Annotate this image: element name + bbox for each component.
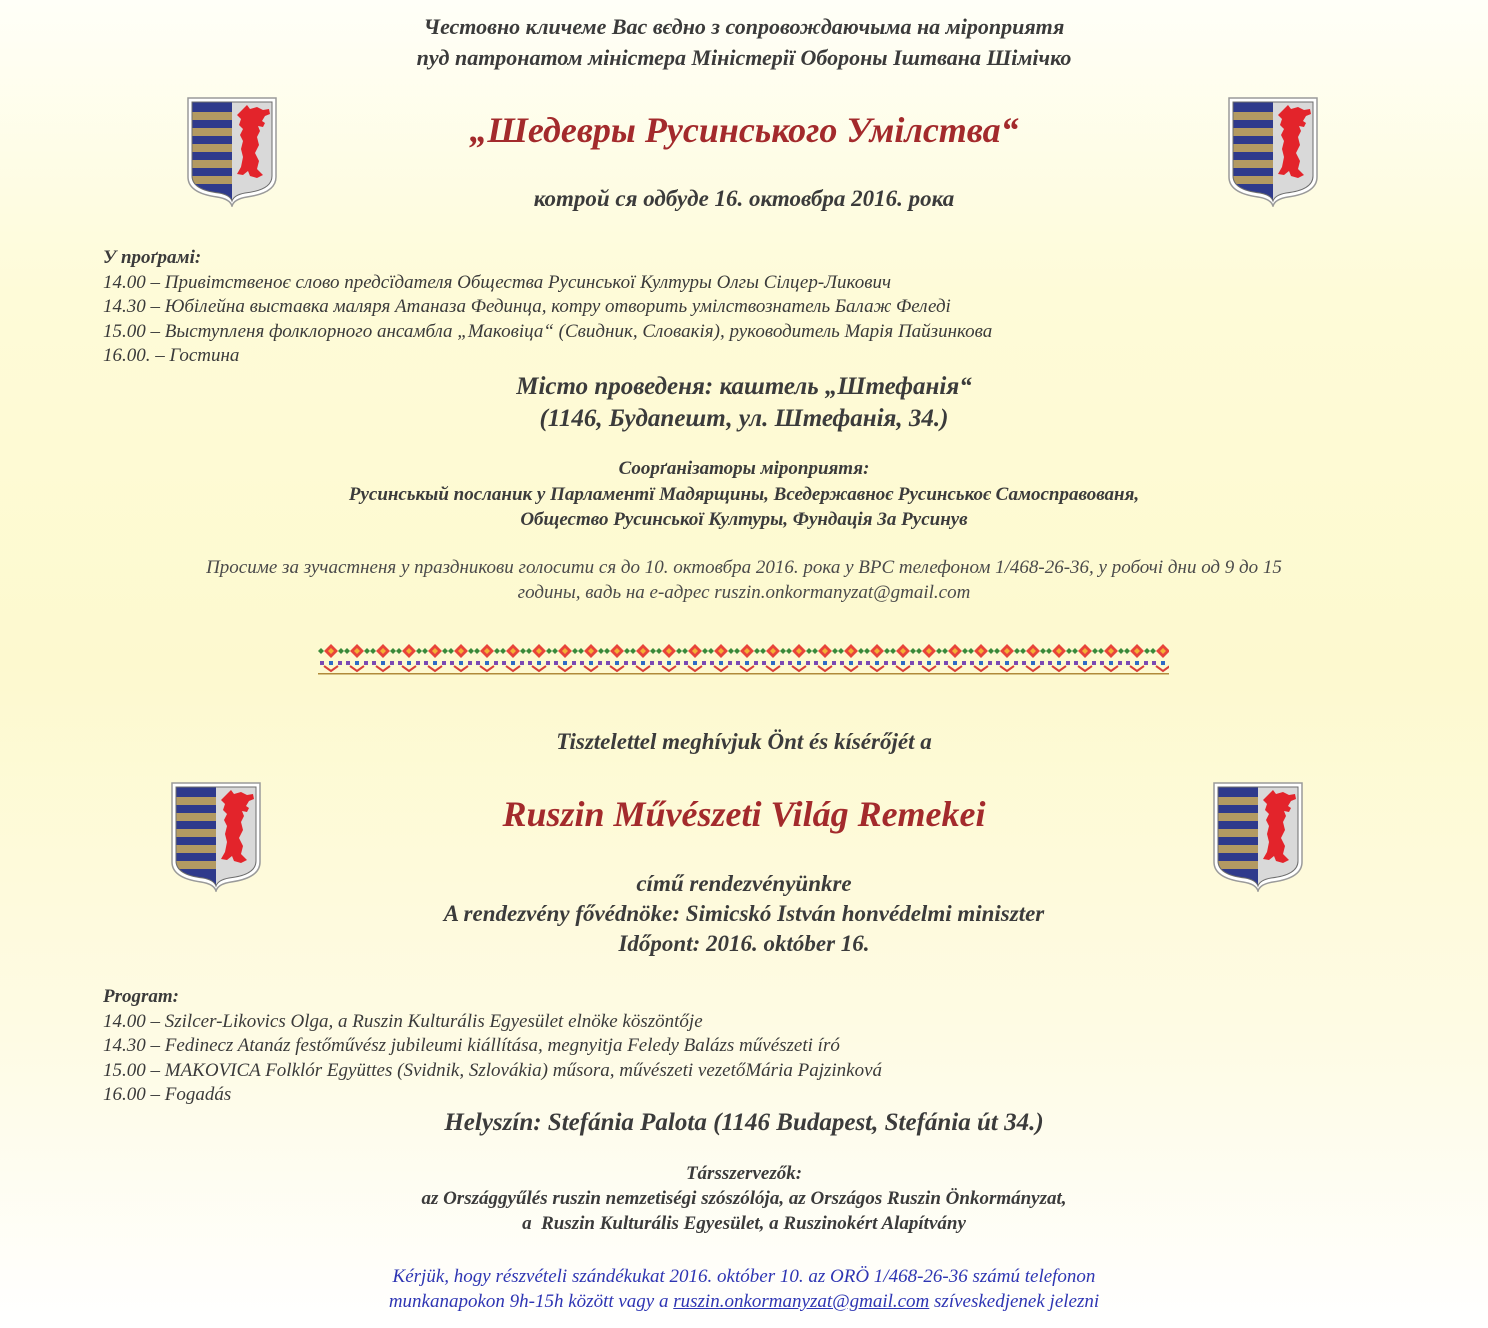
hu-rsvp-line1: Kérjük, hogy részvételi szándékukat 2016. október 10. az ORÖ 1/468-26-36 számú telefonon [392,1266,1096,1287]
hu-sub1: című rendezvényünkre [636,871,852,896]
hu-program-item: 14.00 – Szilcer-Likovics Olga, a Ruszin Kulturális Egyesület elnöke köszöntője [103,1010,703,1032]
hu-coorg-line2: a Ruszin Kulturális Egyesület, a Ruszinokért Alapítvány [522,1213,966,1234]
hu-program-item: 14.30 – Fedinecz Atanáz festőművész jubileumi kiállítása, megnyitja Feledy Balázs művészeti író [103,1035,840,1056]
hu-sub2: A rendezvény fővédnöke: Simicskó István honvédelmi miniszter [443,901,1045,926]
ru-date-line: котрой ся одбуде 16. октовбра 2016. рока [533,186,955,211]
ru-program-item: 14.00 – Привітственоє слово предсїдателя Общества Русинської Културы Олгы Сілцер-Ликович [103,271,892,293]
ru-program-heading: У проґрамі: [103,247,202,268]
hu-intro: Tisztelettel meghívjuk Önt és kísérőjét a [556,729,932,754]
ru-venue-line2: (1146, Будапешт, ул. Штефанія, 34.) [539,405,949,432]
ru-rsvp-line1: Просиме за зучастненя у праздникови голосити ся до 10. октовбра 2016. рока у ВРС телефоном 1/468-26-36, у робочі дни од 9 до 15 [206,557,1282,578]
ru-program-item: 15.00 – Выступленя фолклорного ансамбла „Маковіца“ (Свидник, Словакія), руководитель Марія Пайзинкова [103,320,993,342]
ru-program [103,246,1383,369]
ru-coorg-line1: Русинськый посланик у Парламентї Мадярщины, Вседержавноє Русинськоє Самосправованя, [348,484,1140,505]
folk-ornament-border [318,640,1169,676]
hu-rsvp-line2 [0,1290,1488,1314]
ru-coorg-heading: Соорґанізаторы міроприятя: [618,458,870,479]
hu-program-heading: Program: [103,986,179,1007]
hu-program-item: 15.00 – MAKOVICA Folklór Együttes (Svidnik, Szlovákia) műsora, művészeti vezetőMária Pajzinková [103,1059,883,1081]
ru-intro-line1: Честовно кличеме Вас вєдно з сопровождаючыма на міроприятя [423,14,1065,39]
email-link[interactable]: ruszin.onkormanyzat@gmail.com [673,1291,930,1312]
hu-venue: Helyszín: Stefánia Palota (1146 Budapest, Stefánia út 34.) [444,1109,1044,1136]
hu-program [103,985,1383,1108]
hu-event-title: Ruszin Művészeti Világ Remekei [502,794,986,834]
ru-program-item: 14.30 – Юбілейна выставка маляря Атаназа Фединца, котру отворить умілствознатель Балаж Феледі [103,296,951,317]
hu-rsvp-text-post: szíveskedjenek jelezni [929,1291,1100,1312]
hu-coorg-heading: Társszervezők: [685,1163,803,1184]
ru-coorg-line2: Общество Русинської Културы, Фундація За Русинув [520,509,968,530]
hu-rsvp-text-pre: munkanapokon 9h-15h között vagy a [388,1291,674,1312]
hu-program-item: 16.00 – Fogadás [103,1084,232,1105]
hu-coorg-line1: az Országgyűlés ruszin nemzetiségi szószólója, az Országos Ruszin Önkormányzat, [421,1188,1067,1209]
hu-sub3: Időpont: 2016. október 16. [618,931,870,956]
ru-venue-line1: Місто проведеня: каштель „Штефанія“ [516,373,972,400]
ru-intro-line2: пуд патронатом міністера Міністерії Обороны Іштвана Шімічко [416,45,1072,70]
ru-program-item: 16.00. – Гостина [103,345,240,366]
ru-event-title: „Шедевры Русинського Умілства“ [469,110,1019,150]
ru-rsvp-line2: годины, вадь на e-адрес ruszin.onkormanyzat@gmail.com [517,582,971,603]
